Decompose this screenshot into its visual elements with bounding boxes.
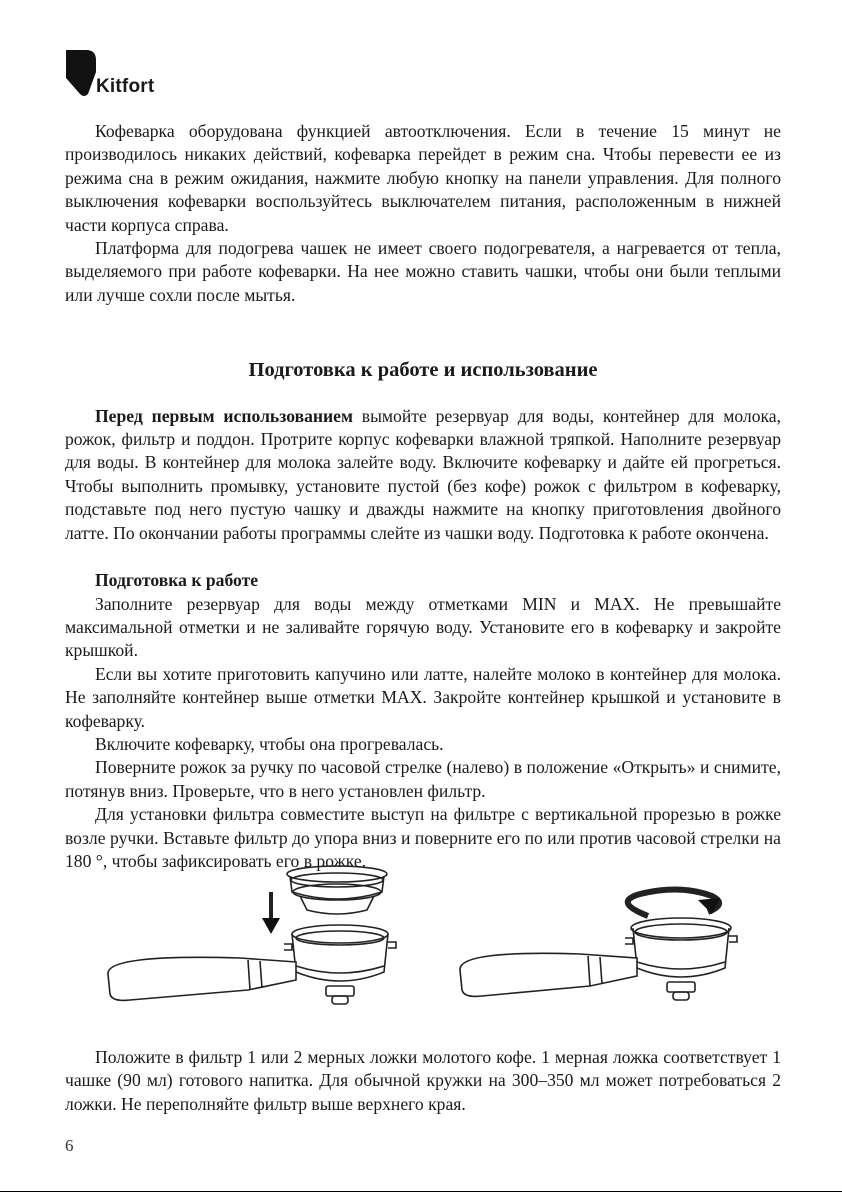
page-bottom-border: [0, 1191, 842, 1192]
paragraph-first-use: [65, 405, 781, 545]
prep-paragraph-4: Поверните рожок за ручку по часовой стрелке (налево) в положение «Открыть» и снимите, потянув вниз. Проверьте, что в него установлен фильтр.: [65, 757, 781, 801]
portafilter-illustration: [100, 862, 760, 1012]
brand-name: Kitfort: [96, 76, 155, 97]
page-number: 6: [65, 1136, 74, 1155]
first-use-text: вымойте резервуар для воды, контейнер для молока, рожок, фильтр и поддон. Протрите корпус кофеварки влажной тряпкой. Наполните резервуар для воды. В контейнер для молока залейте воду. Включите кофеварку и дайте ей прогреться. Чтобы выполнить промывку, установите пустой (без кофе) рожок с фильтром в кофеварку, подставьте под него пустую чашку и дважды нажмите на кнопку приготовления двойного латте. По окончании работы программы слейте из чашки воду. Подготовка к работе окончена.: [65, 405, 781, 543]
page-content: [65, 120, 781, 873]
rotate-arrow-icon: [628, 889, 720, 916]
arrow-down-icon: [262, 892, 280, 934]
first-use-lead: Перед первым использованием: [95, 405, 353, 426]
final-text: [65, 1046, 781, 1116]
portafilter-left-icon: [108, 925, 396, 1004]
paragraph-cup-warmer: Платформа для подогрева чашек не имеет своего подогревателя, а нагревается от тепла, выделяемого при работе кофеварки. На нее можно ставить чашки, чтобы они были теплыми или лучше сохли после мытья.: [65, 238, 781, 305]
portafilter-right-icon: [460, 918, 737, 1000]
prep-title: Подготовка к работе: [95, 570, 259, 591]
paragraph-dosage: Положите в фильтр 1 или 2 мерных ложки молотого кофе. 1 мерная ложка соответствует 1 чашке (90 мл) готового напитка. Для обычной кружки на 300–350 мл может потребоваться 2 ложки. Не переполняйте фильтр выше верхнего края.: [65, 1047, 781, 1114]
prep-paragraph-2: Если вы хотите приготовить капучино или латте, налейте молоко в контейнер для молока. Не заполняйте контейнер выше отметки MAX. Закройте контейнер крышкой и установите в кофеварку.: [65, 663, 781, 731]
paragraph-auto-off: Кофеварка оборудована функцией автоотключения. Если в течение 15 минут не производилось никаких действий, кофеварка перейдет в режим сна. Чтобы перевести ее из режима сна в режим ожидания, нажмите любую кнопку на панели управления. Для полного выключения кофеварки воспользуйтесь выключателем питания, расположенным в нижней части корпуса справа.: [65, 121, 781, 235]
prep-paragraph-5: Для установки фильтра совместите выступ на фильтре с вертикальной прорезью в рожке возле ручки. Вставьте фильтр до упора вниз и поверните его по или против часовой стрелки на 180 °, чтобы зафиксировать его в рожке.: [65, 804, 781, 871]
prep-paragraph-3: Включите кофеварку, чтобы она прогревалась.: [95, 733, 444, 754]
section-title: Подготовка к работе и использование: [248, 359, 598, 382]
filter-basket-icon: [287, 866, 387, 914]
prep-paragraph-1: Заполните резервуар для воды между отметками MIN и MAX. Не превышайте максимальной отметки и не заливайте горячую воду. Установите его в кофеварку и закройте крышкой.: [65, 593, 781, 661]
